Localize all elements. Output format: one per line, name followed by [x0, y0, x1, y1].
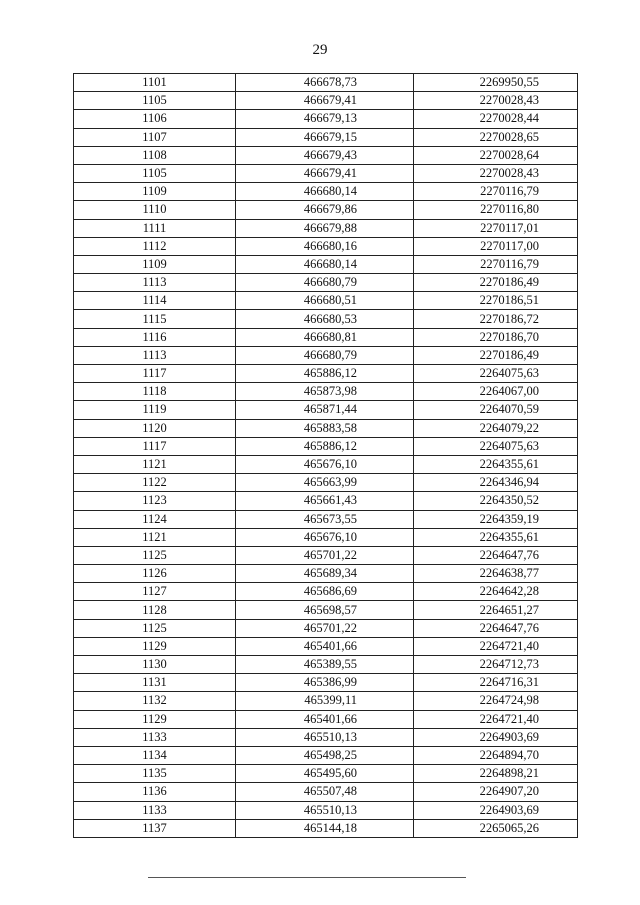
point-number-cell: 1134: [74, 746, 236, 764]
y-coordinate-cell: 2270186,72: [414, 310, 578, 328]
y-coordinate-cell: 2264712,73: [414, 656, 578, 674]
table-row: [74, 746, 578, 764]
y-coordinate-cell: 2264647,76: [414, 546, 578, 564]
table-row: [74, 692, 578, 710]
table-row: [74, 601, 578, 619]
y-coordinate-cell: 2270117,01: [414, 219, 578, 237]
point-number-cell: 1128: [74, 601, 236, 619]
x-coordinate-cell: 465507,48: [236, 783, 414, 801]
table-row: [74, 783, 578, 801]
x-coordinate-cell: 466680,14: [236, 255, 414, 273]
point-number-cell: 1122: [74, 474, 236, 492]
table-row: [74, 183, 578, 201]
x-coordinate-cell: 465873,98: [236, 383, 414, 401]
x-coordinate-cell: 465698,57: [236, 601, 414, 619]
x-coordinate-cell: 465399,11: [236, 692, 414, 710]
x-coordinate-cell: 466680,53: [236, 310, 414, 328]
x-coordinate-cell: 466678,73: [236, 74, 414, 92]
point-number-cell: 1136: [74, 783, 236, 801]
point-number-cell: 1105: [74, 164, 236, 182]
y-coordinate-cell: 2270028,64: [414, 146, 578, 164]
table-row: [74, 492, 578, 510]
x-coordinate-cell: 465498,25: [236, 746, 414, 764]
x-coordinate-cell: 465886,12: [236, 365, 414, 383]
table-row: [74, 801, 578, 819]
x-coordinate-cell: 465401,66: [236, 637, 414, 655]
x-coordinate-cell: 465386,99: [236, 674, 414, 692]
table-row: [74, 201, 578, 219]
x-coordinate-cell: 466679,86: [236, 201, 414, 219]
table-row: [74, 110, 578, 128]
table-row: [74, 455, 578, 473]
y-coordinate-cell: 2270028,43: [414, 164, 578, 182]
x-coordinate-cell: 466680,16: [236, 237, 414, 255]
point-number-cell: 1133: [74, 801, 236, 819]
point-number-cell: 1114: [74, 292, 236, 310]
table-row: [74, 365, 578, 383]
x-coordinate-cell: 466679,13: [236, 110, 414, 128]
point-number-cell: 1120: [74, 419, 236, 437]
x-coordinate-cell: 466679,88: [236, 219, 414, 237]
y-coordinate-cell: 2264350,52: [414, 492, 578, 510]
x-coordinate-cell: 466680,79: [236, 274, 414, 292]
x-coordinate-cell: 465510,13: [236, 728, 414, 746]
y-coordinate-cell: 2264067,00: [414, 383, 578, 401]
point-number-cell: 1108: [74, 146, 236, 164]
point-number-cell: 1129: [74, 710, 236, 728]
point-number-cell: 1112: [74, 237, 236, 255]
table-row: [74, 583, 578, 601]
y-coordinate-cell: 2269950,55: [414, 74, 578, 92]
y-coordinate-cell: 2270186,51: [414, 292, 578, 310]
y-coordinate-cell: 2270028,65: [414, 128, 578, 146]
point-number-cell: 1131: [74, 674, 236, 692]
coordinates-table-body: [74, 74, 578, 838]
y-coordinate-cell: 2264355,61: [414, 528, 578, 546]
x-coordinate-cell: 465144,18: [236, 819, 414, 837]
table-row: [74, 346, 578, 364]
table-row: [74, 328, 578, 346]
point-number-cell: 1127: [74, 583, 236, 601]
point-number-cell: 1121: [74, 528, 236, 546]
table-row: [74, 164, 578, 182]
table-row: [74, 255, 578, 273]
point-number-cell: 1115: [74, 310, 236, 328]
y-coordinate-cell: 2270186,49: [414, 346, 578, 364]
table-row: [74, 274, 578, 292]
y-coordinate-cell: 2264070,59: [414, 401, 578, 419]
x-coordinate-cell: 465401,66: [236, 710, 414, 728]
table-row: [74, 674, 578, 692]
table-row: [74, 128, 578, 146]
x-coordinate-cell: 466679,15: [236, 128, 414, 146]
y-coordinate-cell: 2264724,98: [414, 692, 578, 710]
x-coordinate-cell: 465510,13: [236, 801, 414, 819]
page-number: 29: [312, 42, 328, 58]
y-coordinate-cell: 2264642,28: [414, 583, 578, 601]
table-row: [74, 528, 578, 546]
table-row: [74, 237, 578, 255]
table-row: [74, 619, 578, 637]
x-coordinate-cell: 465663,99: [236, 474, 414, 492]
table-row: [74, 728, 578, 746]
point-number-cell: 1119: [74, 401, 236, 419]
table-row: [74, 310, 578, 328]
table-row: [74, 637, 578, 655]
table-row: [74, 437, 578, 455]
table-row: [74, 710, 578, 728]
point-number-cell: 1129: [74, 637, 236, 655]
point-number-cell: 1135: [74, 765, 236, 783]
y-coordinate-cell: 2264647,76: [414, 619, 578, 637]
table-row: [74, 565, 578, 583]
y-coordinate-cell: 2264638,77: [414, 565, 578, 583]
point-number-cell: 1121: [74, 455, 236, 473]
point-number-cell: 1125: [74, 619, 236, 637]
y-coordinate-cell: 2264903,69: [414, 728, 578, 746]
y-coordinate-cell: 2264075,63: [414, 365, 578, 383]
bottom-rule: [148, 877, 466, 878]
x-coordinate-cell: 466679,43: [236, 146, 414, 164]
point-number-cell: 1106: [74, 110, 236, 128]
point-number-cell: 1113: [74, 274, 236, 292]
point-number-cell: 1107: [74, 128, 236, 146]
x-coordinate-cell: 465883,58: [236, 419, 414, 437]
y-coordinate-cell: 2264907,20: [414, 783, 578, 801]
y-coordinate-cell: 2264359,19: [414, 510, 578, 528]
point-number-cell: 1105: [74, 92, 236, 110]
y-coordinate-cell: 2264651,27: [414, 601, 578, 619]
y-coordinate-cell: 2270028,44: [414, 110, 578, 128]
x-coordinate-cell: 465673,55: [236, 510, 414, 528]
y-coordinate-cell: 2270117,00: [414, 237, 578, 255]
point-number-cell: 1117: [74, 365, 236, 383]
x-coordinate-cell: 466680,81: [236, 328, 414, 346]
table-row: [74, 219, 578, 237]
x-coordinate-cell: 465886,12: [236, 437, 414, 455]
table-row: [74, 819, 578, 837]
point-number-cell: 1125: [74, 546, 236, 564]
point-number-cell: 1130: [74, 656, 236, 674]
y-coordinate-cell: 2264721,40: [414, 637, 578, 655]
y-coordinate-cell: 2270116,79: [414, 255, 578, 273]
y-coordinate-cell: 2265065,26: [414, 819, 578, 837]
y-coordinate-cell: 2270186,70: [414, 328, 578, 346]
table-row: [74, 383, 578, 401]
point-number-cell: 1123: [74, 492, 236, 510]
point-number-cell: 1109: [74, 183, 236, 201]
point-number-cell: 1133: [74, 728, 236, 746]
y-coordinate-cell: 2264721,40: [414, 710, 578, 728]
point-number-cell: 1117: [74, 437, 236, 455]
x-coordinate-cell: 466679,41: [236, 92, 414, 110]
x-coordinate-cell: 465389,55: [236, 656, 414, 674]
table-row: [74, 546, 578, 564]
y-coordinate-cell: 2264903,69: [414, 801, 578, 819]
table-row: [74, 74, 578, 92]
table-row: [74, 765, 578, 783]
y-coordinate-cell: 2264075,63: [414, 437, 578, 455]
x-coordinate-cell: 465661,43: [236, 492, 414, 510]
point-number-cell: 1126: [74, 565, 236, 583]
table-row: [74, 292, 578, 310]
table-row: [74, 474, 578, 492]
table-row: [74, 401, 578, 419]
x-coordinate-cell: 466679,41: [236, 164, 414, 182]
point-number-cell: 1109: [74, 255, 236, 273]
y-coordinate-cell: 2264346,94: [414, 474, 578, 492]
point-number-cell: 1110: [74, 201, 236, 219]
y-coordinate-cell: 2264894,70: [414, 746, 578, 764]
point-number-cell: 1132: [74, 692, 236, 710]
x-coordinate-cell: 465701,22: [236, 619, 414, 637]
point-number-cell: 1124: [74, 510, 236, 528]
x-coordinate-cell: 465871,44: [236, 401, 414, 419]
table-row: [74, 656, 578, 674]
point-number-cell: 1101: [74, 74, 236, 92]
point-number-cell: 1137: [74, 819, 236, 837]
x-coordinate-cell: 466680,14: [236, 183, 414, 201]
table-row: [74, 419, 578, 437]
x-coordinate-cell: 465495,60: [236, 765, 414, 783]
table-row: [74, 92, 578, 110]
point-number-cell: 1111: [74, 219, 236, 237]
y-coordinate-cell: 2270028,43: [414, 92, 578, 110]
table-row: [74, 510, 578, 528]
x-coordinate-cell: 466680,79: [236, 346, 414, 364]
point-number-cell: 1113: [74, 346, 236, 364]
y-coordinate-cell: 2270116,79: [414, 183, 578, 201]
table-row: [74, 146, 578, 164]
y-coordinate-cell: 2264079,22: [414, 419, 578, 437]
x-coordinate-cell: 465676,10: [236, 528, 414, 546]
y-coordinate-cell: 2264716,31: [414, 674, 578, 692]
x-coordinate-cell: 466680,51: [236, 292, 414, 310]
x-coordinate-cell: 465676,10: [236, 455, 414, 473]
y-coordinate-cell: 2270116,80: [414, 201, 578, 219]
point-number-cell: 1118: [74, 383, 236, 401]
x-coordinate-cell: 465689,34: [236, 565, 414, 583]
coordinates-table: [73, 73, 578, 838]
y-coordinate-cell: 2264355,61: [414, 455, 578, 473]
y-coordinate-cell: 2264898,21: [414, 765, 578, 783]
x-coordinate-cell: 465701,22: [236, 546, 414, 564]
point-number-cell: 1116: [74, 328, 236, 346]
x-coordinate-cell: 465686,69: [236, 583, 414, 601]
y-coordinate-cell: 2270186,49: [414, 274, 578, 292]
